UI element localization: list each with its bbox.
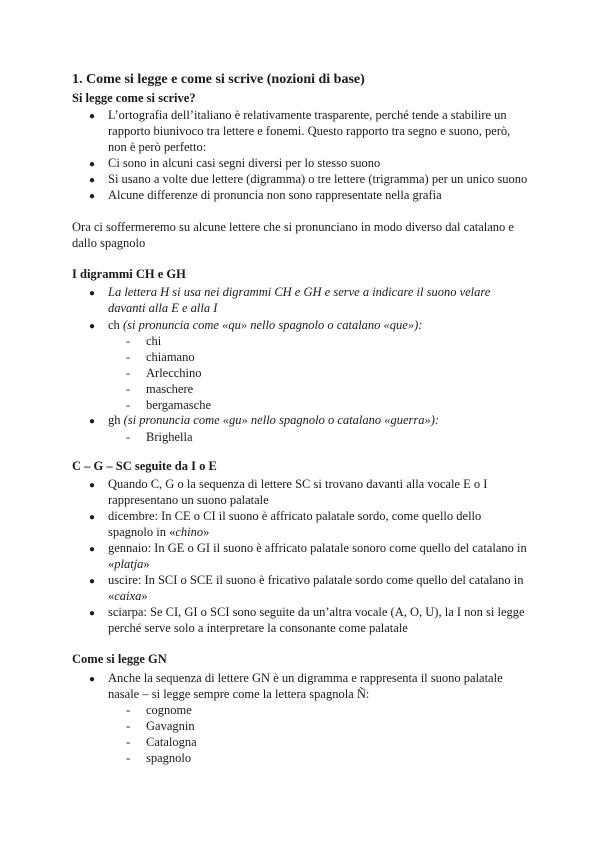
bullet-icon: ●: [89, 321, 96, 332]
quote-close: »: [143, 557, 150, 571]
list-item: Anche la sequenza di lettere GN è un digramma e rappresenta il suono palatale nasale – si legge sempre come la lettera spagnola Ñ:: [108, 671, 503, 701]
list-item-italic: La lettera H si usa nei digrammi CH e GH e serve a indicare il suono velare davanti alla E e alla I: [108, 285, 491, 315]
example-word: maschere: [146, 382, 194, 396]
list-item: [108, 412, 528, 428]
list-item: Ci sono in alcuni casi segni diversi per lo stesso suono: [108, 156, 381, 170]
list-item: sciarpa: Se CI, GI o SCI sono seguite da un’altra vocale (A, O, U), la I non si legge perché serve solo a interpretare la consonante come palatale: [108, 605, 525, 635]
bullet-icon: ●: [89, 175, 96, 186]
dash-marker: -: [126, 334, 131, 348]
bullet-icon: ●: [89, 674, 96, 685]
digraph-label: ch: [108, 318, 120, 332]
bullet-icon: ●: [89, 544, 96, 555]
pronunciation-note: (si pronuncia come «gu» nello spagnolo o catalano «guerra»):: [123, 413, 440, 427]
dash-marker: -: [126, 751, 131, 765]
example-word: bergamasche: [146, 398, 212, 412]
list-item-text: dicembre: In CE o CI il suono è affricato palatale sordo, come quello dello spagnolo in «: [108, 509, 482, 539]
list-item: L’ortografia dell’italiano è relativamente trasparente, perché tende a stabilire un rapporto biunivoco tra lettere e fonemi. Questo rapporto tra segno e suono, però, non è però perfetto:: [108, 108, 511, 154]
example-italic: platja: [114, 557, 144, 571]
list-item: Si usano a volte due lettere (digramma) o tre lettere (trigramma) per un unico suono: [108, 172, 528, 186]
example-italic: chino: [175, 525, 204, 539]
list-item-text: gennaio: In GE o GI il suono è affricato palatale sonoro come quello del catalano in «: [108, 541, 527, 571]
pronunciation-note: (si pronuncia come «qu» nello spagnolo o catalano «que»):: [122, 318, 423, 332]
dash-marker: -: [126, 703, 131, 717]
section-heading: Si legge come si scrive?: [72, 91, 196, 105]
example-italic: caixa: [114, 589, 142, 603]
bullet-icon: ●: [89, 111, 96, 122]
example-word: spagnolo: [146, 751, 192, 765]
example-word: cognome: [146, 703, 192, 717]
list-item: [108, 572, 528, 604]
list-item: [108, 540, 528, 572]
list-item: [108, 317, 528, 333]
section-heading: I digrammi CH e GH: [72, 267, 186, 281]
digraph-label: gh: [108, 413, 121, 427]
bullet-icon: ●: [89, 416, 96, 427]
dash-marker: -: [126, 735, 131, 749]
bullet-icon: ●: [89, 191, 96, 202]
example-word: Arlecchino: [146, 366, 202, 380]
list-item: [108, 508, 528, 540]
quote-close: »: [141, 589, 148, 603]
quote-close: »: [203, 525, 210, 539]
example-word: chiamano: [146, 350, 195, 364]
example-word: chi: [146, 334, 162, 348]
section-heading: Come si legge GN: [72, 652, 167, 666]
example-word: Catalogna: [146, 735, 197, 749]
dash-marker: -: [126, 719, 131, 733]
bullet-icon: ●: [89, 159, 96, 170]
list-item: Quando C, G o la sequenza di lettere SC si trovano davanti alla vocale E o I rappresentano un suono palatale: [108, 477, 488, 507]
dash-marker: -: [126, 366, 131, 380]
bullet-icon: ●: [89, 576, 96, 587]
dash-marker: -: [126, 398, 131, 412]
dash-marker: -: [126, 350, 131, 364]
bullet-icon: ●: [89, 288, 96, 299]
example-word: Brighella: [146, 430, 193, 444]
dash-marker: -: [126, 382, 131, 396]
list-item-text: uscire: In SCI o SCE il suono è fricativo palatale sordo come quello del catalano in «: [108, 573, 524, 603]
list-item: [108, 284, 528, 316]
dash-marker: -: [126, 430, 131, 444]
section-heading: C – G – SC seguite da I o E: [72, 459, 217, 473]
bullet-icon: ●: [89, 480, 96, 491]
bullet-icon: ●: [89, 512, 96, 523]
list-item: Alcune differenze di pronuncia non sono rappresentate nella grafia: [108, 188, 442, 202]
page-title: 1. Come si legge e come si scrive (nozioni di base): [72, 72, 365, 87]
paragraph: Ora ci soffermeremo su alcune lettere che si pronunciano in modo diverso dal catalano e dallo spagnolo: [72, 220, 514, 250]
example-word: Gavagnin: [146, 719, 195, 733]
bullet-icon: ●: [89, 608, 96, 619]
